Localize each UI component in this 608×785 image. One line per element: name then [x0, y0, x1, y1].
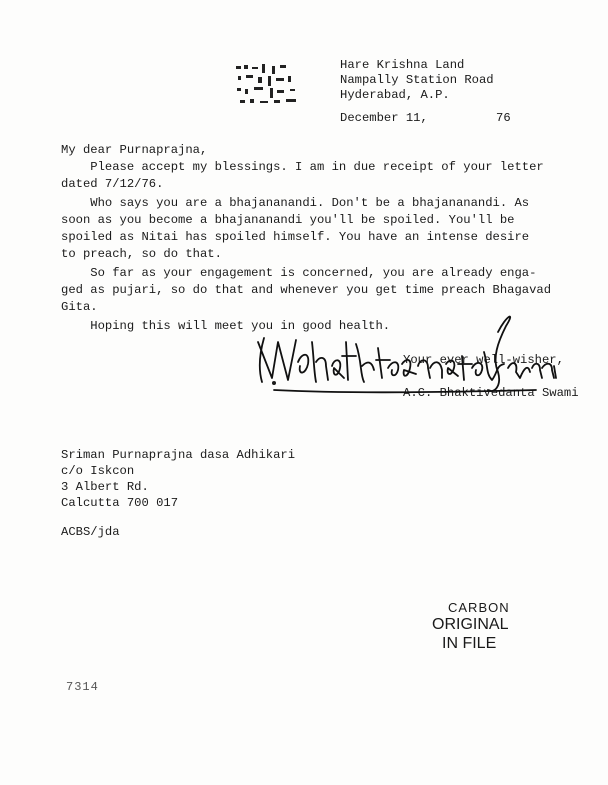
recipient-line-4: Calcutta 700 017 — [61, 496, 179, 510]
body-line: ged as pujari, so do that and whenever you get time preach Bhagavad — [61, 283, 552, 297]
body-line: Hoping this will meet you in good health. — [61, 319, 391, 333]
recipient-name: Sriman Purnaprajna dasa Adhikari — [61, 448, 296, 462]
typist-initials: ACBS/jda — [61, 525, 120, 539]
recipient-line-2: c/o Iskcon — [61, 464, 135, 478]
signatory-name: A.C. Bhaktivedanta Swami — [403, 386, 579, 400]
closing: Your ever well-wisher, — [403, 353, 564, 367]
salutation: My dear Purnaprajna, — [61, 143, 208, 157]
stamp-line-3: IN FILE — [442, 635, 497, 652]
stamp-line-1: CARBON — [448, 600, 510, 615]
letterhead-line-2: Nampally Station Road — [340, 73, 494, 87]
stamp-line-2: ORIGINAL — [432, 616, 509, 633]
body-line: Please accept my blessings. I am in due receipt of your letter — [61, 160, 544, 174]
body-line: soon as you become a bhajananandi you'll be spoiled. You'll be — [61, 213, 515, 227]
body-line: spoiled as Nitai has spoiled himself. You have an intense desire — [61, 230, 530, 244]
body-line: to preach, so do that. — [61, 247, 222, 261]
body-line: Gita. — [61, 300, 98, 314]
letter-date: December 11, — [340, 111, 428, 125]
body-line: So far as your engagement is concerned, you are already enga- — [61, 266, 537, 280]
body-line: dated 7/12/76. — [61, 177, 164, 191]
handwritten-signature — [236, 312, 582, 408]
body-line: Who says you are a bhajananandi. Don't be a bhajananandi. As — [61, 196, 530, 210]
letter-date-year: 76 — [496, 111, 511, 125]
letterhead-emblem — [232, 62, 312, 110]
recipient-line-3: 3 Albert Rd. — [61, 480, 149, 494]
letterhead-line-3: Hyderabad, A.P. — [340, 88, 450, 102]
footer-mark: 7314 — [66, 680, 99, 694]
letterhead-line-1: Hare Krishna Land — [340, 58, 465, 72]
